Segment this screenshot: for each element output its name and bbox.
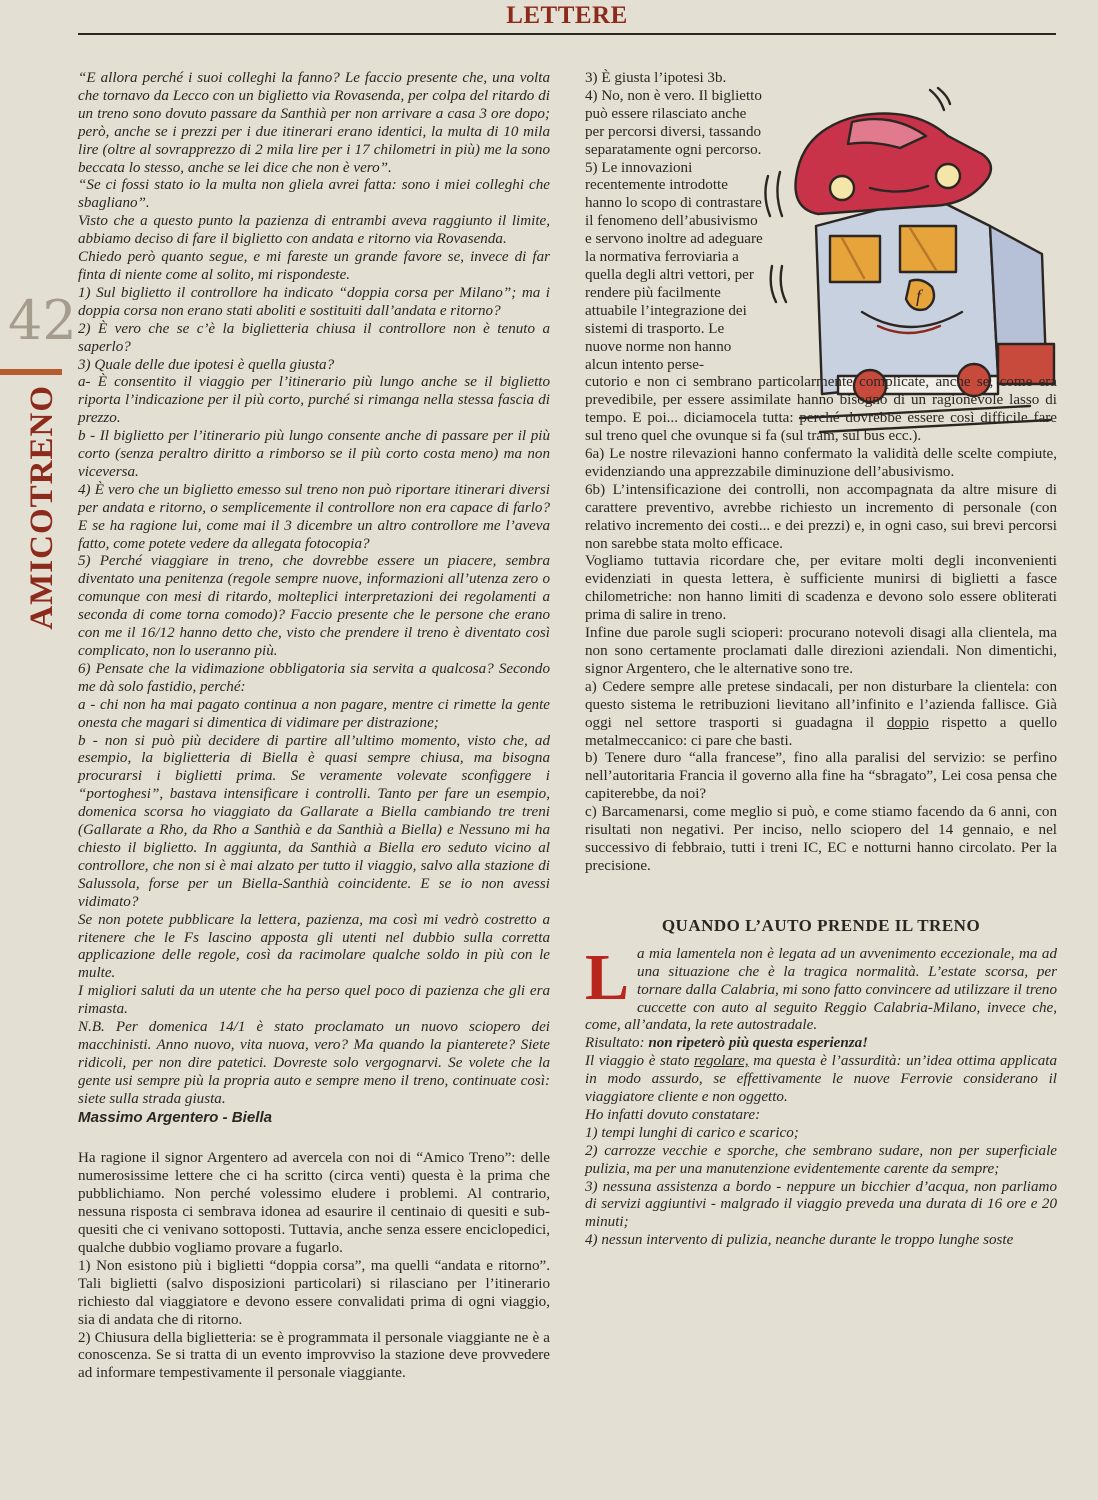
reply-paragraph: 6a) Le nostre rilevazioni hanno confermato la validità delle scelte compiute, evidenziando una apprezzabile diminuzione dell’abusivismo. xyxy=(585,446,1057,480)
article-list-item: 4) nessun intervento di pulizia, neanche durante le troppo lunghe soste xyxy=(585,1232,1014,1249)
article-list-item: 2) carrozze vecchie e sporche, che sembrano sudare, non per superficiale pulizia, ma per una manutenzione evidentemente carente da sempre; xyxy=(585,1142,1057,1177)
letter-paragraph: Visto che a questo punto la pazienza di entrambi aveva raggiunto il limite, abbiamo deciso di fare il biglietto con andata e ritorno via Rovasenda. xyxy=(78,213,550,248)
article-list-item: 3) nessuna assistenza a bordo - neppure un bicchier d’acqua, non parliamo di servizi aggiuntivi - malgrado il viaggio preveda una durata di 16 ore e 20 minuti; xyxy=(585,1178,1057,1231)
article-intro: La mia lamentela non è legata ad un avvenimento eccezionale, ma ad una situazione che è la tragica normalità. L’estate scorsa, per tornare dalla Calabria, mi sono fatto convincere ad utilizzare il treno cuccette con auto al seguito Reggio Calabria-Milano, invece che, come, all’andata, la rete autostradale. xyxy=(585,940,1057,1034)
magazine-name: AMICOTRENO xyxy=(24,385,60,630)
header-rule xyxy=(78,33,1056,35)
letter-paragraph: Chiedo però quanto segue, e mi fareste un grande favore se, invece di far finta di niente come al solito, mi rispondeste. xyxy=(78,249,550,283)
letter-paragraph: N.B. Per domenica 14/1 è stato proclamato un nuovo sciopero dei macchinisti. Anno nuovo, vita nuova, vero? Ma quando la pianterete? Siete ridicoli, per non dire patetici. Dovreste solo vergognarvi. Se volete che la gente usi sempre più la propria auto e sempre meno il treno, continuate così: siete sulla strada giusta. xyxy=(78,1019,550,1107)
letter-paragraph: b - non si può più decidere di partire all’ultimo momento, visto che, ad esempio, la biglietteria di Biella è quasi sempre chiusa, ma bisogna procurarsi i biglietti prima. Se veramente volevate sconfiggere i “portoghesi”, bastava intensificare i controlli. Tanto per fare un esempio, domenica scorsa ho viaggiato da Gallarate a Biella cambiando tre treni (Gallarate a Rho, da Rho a Santhià e da Santhià a Biella) e Nessuno mi ha chiesto il biglietto. In aggiunta, da Santhià a Biella ero seduto vicino al controllore, che non si è mai alzato per tutto il viaggio, salvo alla stazione di Salussola, forse per un Biella-Santhià coincidente. E se io non avessi vidimato? xyxy=(78,732,550,910)
underlined-word: regolare, xyxy=(693,1053,749,1070)
letter-paragraph: I migliori saluti da un utente che ha perso quel poco di pazienza che gli era rimasta. xyxy=(78,983,550,1018)
letter-paragraph: 4) È vero che un biglietto emesso sul treno non può riportare itinerari diversi per andata e ritorno, o semplicemente il controllore non era capace di farlo? E se ha ragione lui, come mai il 3 dicembre un altro controllore me l’aveva fatto, come potete vedere da allegata fotocopia? xyxy=(78,481,550,552)
article-paragraph: Il viaggio è stato regolare, ma questa è l’assurdità: un’idea ottima applicata in modo assurdo, se effettivamente le nuove Ferrovie considerano il viaggiatore cliente e non oggetto. xyxy=(585,1053,1057,1106)
underlined-word: doppio xyxy=(886,714,929,731)
section-header xyxy=(78,0,1056,34)
reply-paragraph: 4) No, non è vero. Il biglietto può essere rilasciato anche per percorsi diversi, tassando separatamente ogni percorso. xyxy=(585,87,762,158)
article-paragraph: Ho infatti dovuto constatare: xyxy=(585,1106,761,1123)
reply-paragraph: cutorio e non ci sembrano particolarmente complicate, anche se, come era prevedibile, per essere assimilate hanno bisogno di un ragionevole lasso di tempo. E poi... diciamocela tutta: perché dovrebbe essere così difficile fare sul treno quel che ovunque si fa (sul tram, sul bus ecc.). xyxy=(585,374,1057,445)
letter-paragraph: “E allora perché i suoi colleghi la fanno? Le faccio presente che, una volta che tornavo da Lecco con un biglietto via Rovasenda, per colpa del ritardo di un treno sono dovuto passare da Santhià per non arrivare a casa 3 ore dopo; però, anche se i prezzi per i due itinerari erano identici, la multa di 10 mila lire (oltre al sovrapprezzo di 2 mila lire per i 17 chilometri in più) me la sono beccata lo stesso, anche se lei dice che non è vero”. xyxy=(78,70,550,176)
reply-paragraph: c) Barcamenarsi, come meglio si può, e come stiamo facendo da 6 anni, con risultati non negativi. Per inciso, nello sciopero del 14 gennaio, e nel successivo di febbraio, tutti i treni IC, EC e notturni hanno circolato. Per la precisione. xyxy=(585,804,1057,874)
reply-narrow-block xyxy=(585,70,763,374)
letter-paragraph: a- È consentito il viaggio per l’itinerario più lungo anche se il biglietto riporta l’indicazione per il più corto, purché si rimanga nella stessa fascia di prezzo. xyxy=(78,374,550,427)
reply-paragraph: 2) Chiusura della biglietteria: se è programmata il personale viaggiante ne è a conoscenza. Se si tratta di un evento improvviso la stazione deve provvedere ad informare tempestivamente il personale viaggiante. xyxy=(78,1329,550,1382)
reply-full-block xyxy=(585,374,1057,875)
letter-paragraph: 3) Quale delle due ipotesi è quella giusta? xyxy=(78,356,335,373)
article-title: QUANDO L’AUTO PRENDE IL TRENO xyxy=(661,915,981,935)
letter-paragraph: 1) Sul biglietto il controllore ha indicato “doppia corsa per Milano”; ma i doppia corsa non erano stati aboliti e sostituiti dall’andata e ritorno? xyxy=(78,284,550,319)
letter-paragraph: “Se ci fossi stato io la multa non gliela avrei fatta: sono i miei colleghi che sbagliano”. xyxy=(78,177,550,212)
letter-signature: Massimo Argentero - Biella xyxy=(78,1108,273,1126)
letter-paragraph: 6) Pensate che la vidimazione obbligatoria sia servita a qualcosa? Secondo me dà solo fastidio, perché: xyxy=(78,660,550,695)
reply-paragraph: 6b) L’intensificazione dei controlli, non accompagnata da altre misure di carattere preventivo, avrebbe richiesto un incremento di personale (con relativo incremento dei costi... e dei prezzi) e, in ogni caso, sui brevi percorsi non sarebbe stata molto efficace. xyxy=(585,481,1057,552)
page-number: 42 xyxy=(8,289,77,352)
reply-paragraph: Infine due parole sugli scioperi: procurano notevoli disagi alla clientela, ma non sono certamente proclamati dalle direzioni aziendali. Non dimentichi, signor Argentero, che le alternative sono tre. xyxy=(585,625,1057,677)
reply-paragraph: Ha ragione il signor Argentero ad avercela con noi di “Amico Treno”: delle numerosissime lettere che ci ha scritto (circa venti) questa è la prima che pubblichiamo. Non perché volessimo eludere i problemi. Al contrario, nessuna risposta ci sembrava idonea ad esaurire il centinaio di quesiti e sub-quesiti che ci venivano sottoposti. Tuttavia, anche senza essere enciclopedici, qualche dubbio vogliamo provare a fugarlo. xyxy=(78,1150,550,1256)
article-paragraph: Risultato: non ripeterò più questa esperienza! xyxy=(585,1035,869,1052)
dropcap: L xyxy=(585,940,630,1014)
section-title: LETTERE xyxy=(506,2,628,29)
article-list-item: 1) tempi lunghi di carico e scarico; xyxy=(585,1124,799,1141)
reply-paragraph: 1) Non esistono più i biglietti “doppia corsa”, ma quelli “andata e ritorno”. Tali biglietti (salvo disposizioni particolari) si rilasciano per l’itinerario richiesto dal viaggiatore e devono essere convalidati prima di ogni viaggio, sia di andata che di ritorno. xyxy=(78,1257,550,1328)
letter-paragraph: Se non potete pubblicare la lettera, pazienza, ma così mi vedrò costretto a ritenere che le Fs lascino apposta gli utenti nel dubbio sulla corretta applicazione delle regole, così da racimolare qualche soldo in più con le multe. xyxy=(78,911,550,982)
reply-paragraph: Vogliamo tuttavia ricordare che, per evitare molti degli inconvenienti evidenziati in questa lettera, è sufficiente munirsi di biglietti a fasce chilometriche: non hanno limiti di scadenza e devono solo essere obliterati prima di salire in treno. xyxy=(585,553,1057,624)
side-rule xyxy=(0,369,62,375)
right-column xyxy=(585,70,1057,1250)
letter-paragraph: 5) Perché viaggiare in treno, che dovrebbe essere un piacere, sembra diventato una penitenza (regole sempre nuove, informazioni all’utenza zero o comunque con mesi di ritardo, molteplici interpretazioni dei regolamenti a seconda di come torna comodo)? Faccio presente che le persone che erano con me il 16/12 hanno detto che, visto che prendere il treno è diventato così complicato, non lo useranno più. xyxy=(78,553,550,659)
reply-paragraph: b) Tenere duro “alla francese”, fino alla paralisi del servizio: se perfino nell’autoritaria Francia il governo alla fine ha “sbragato”, Lei cosa pensa che capiterebbe, da noi? xyxy=(585,750,1057,803)
reply-paragraph: a) Cedere sempre alle pretese sindacali, per non disturbare la clientela: con questo sistema le retribuzioni lievitano all’infinito e l’azienda fallisce. Già oggi nel settore trasporti si guadagna il doppio rispetto a quello metalmeccanico: ci pare che basti. xyxy=(585,678,1057,749)
letter-paragraph: 2) È vero che se c’è la biglietteria chiusa il controllore non è tenuto a saperlo? xyxy=(78,320,550,355)
reader-letter xyxy=(78,70,550,1126)
letter-paragraph: b - Il biglietto per l’itinerario più lungo consente anche di passare per il più corto (senza peraltro diritto a rimborso se il più corto costa meno) ma non viceversa. xyxy=(78,428,550,480)
editorial-reply xyxy=(78,1150,550,1383)
reply-paragraph: 5) Le innovazioni recentemente introdotte hanno lo scopo di contrastare il fenomeno dell’abusivismo e servono inoltre ad adeguare la normativa ferroviaria a quella degli altri vettori, per rendere più facilmente attuabile l’integrazione dei sistemi di trasporto. Le nuove norme non hanno alcun intento perse- xyxy=(585,159,763,373)
letter-paragraph: a - chi non ha mai pagato continua a non pagare, mentre ci rimette la gente onesta che magari si dimentica di vidimare per distrazione; xyxy=(78,696,550,731)
article-body xyxy=(585,940,1057,1250)
left-column xyxy=(78,70,550,1383)
fs-logo-icon: f xyxy=(916,286,922,306)
reply-paragraph: 3) È giusta l’ipotesi 3b. xyxy=(585,70,727,86)
